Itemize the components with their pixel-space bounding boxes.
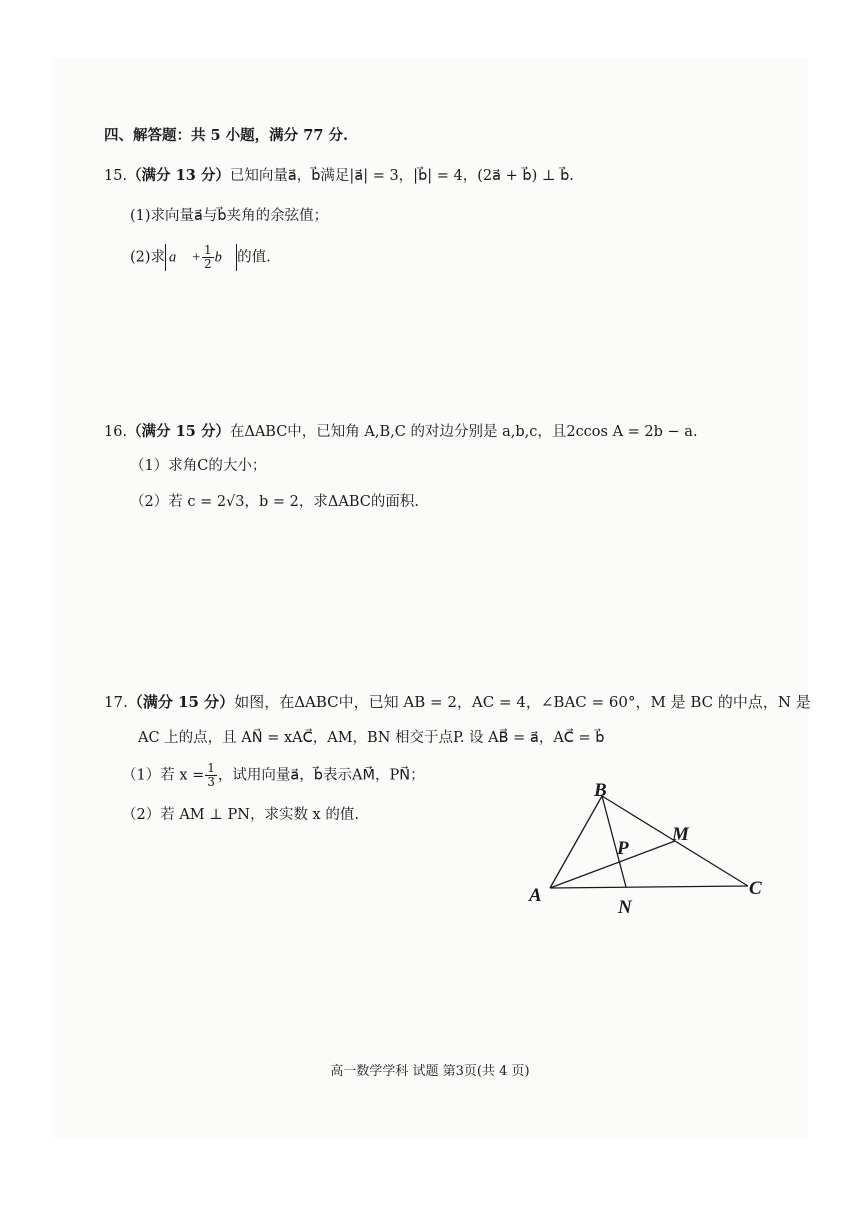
question-15-part-2: (2)求 a⃗ + $\frac{1}{2}$ b⃗ 的值. [130, 243, 271, 271]
triangle-figure [520, 770, 790, 920]
question-16-number: 16. [104, 424, 128, 440]
question-15-number: 15. [104, 168, 128, 184]
segment-AM [550, 841, 675, 888]
question-17-number: 17. [104, 693, 128, 711]
question-16-stem [104, 422, 698, 442]
question-15-part-1: (1)求向量a⃗与b⃗夹角的余弦值； [130, 208, 329, 224]
fraction-one-third: $\frac{1}{3}$ [207, 761, 215, 789]
question-16-score: （满分 15 分） [127, 423, 230, 440]
question-15-text: 已知向量a⃗，b⃗满足|a⃗| = 3，|b⃗| = 4，(2a⃗ + b⃗) ⊥ b⃗. [229, 168, 574, 184]
question-15-score: （满分 13 分） [127, 167, 230, 184]
question-16-part-2: （2）若 c = 2√3，b = 2，求ΔABC的面积. [130, 494, 419, 510]
question-17-part-1: （1）若 x = $\frac{1}{3}$ ，试用向量a⃗，b⃗表示AM⃗，PN⃗； [122, 761, 425, 789]
label-C: C [749, 878, 762, 899]
section-title: 四、解答题：共 5 小题，满分 77 分. [104, 127, 349, 144]
question-16-text: 在ΔABC中，已知角 A,B,C 的对边分别是 a,b,c，且2ccos A = 2b − a. [229, 424, 698, 440]
segment-AC [550, 886, 748, 888]
segment-AB [550, 796, 602, 888]
label-P: P [617, 838, 629, 859]
label-B: B [594, 780, 607, 801]
question-16-part-1: （1）求角C的大小； [130, 458, 267, 474]
fraction-one-half: $\frac{1}{2}$ [204, 243, 212, 271]
question-15-stem [104, 166, 574, 186]
label-N: N [618, 897, 632, 918]
question-17-stem-line-1: 17.（满分 15 分）如图，在ΔABC中，已知 AB = 2，AC = 4，∠BAC = 60°，M 是 BC 的中点，N 是 [104, 693, 811, 711]
label-M: M [672, 824, 689, 845]
question-17-stem-line-2: AC 上的点，且 AN⃗ = xAC⃗，AM，BN 相交于点P. 设 AB⃗ = a⃗，AC⃗ = b⃗ [138, 730, 605, 746]
page-footer: 高一数学学科 试题 第3页(共 4 页) [330, 1064, 530, 1079]
label-A: A [529, 885, 542, 906]
question-17-part-2: （2）若 AM ⊥ PN，求实数 x 的值. [122, 807, 359, 823]
question-17-score: （满分 15 分） [127, 693, 235, 711]
